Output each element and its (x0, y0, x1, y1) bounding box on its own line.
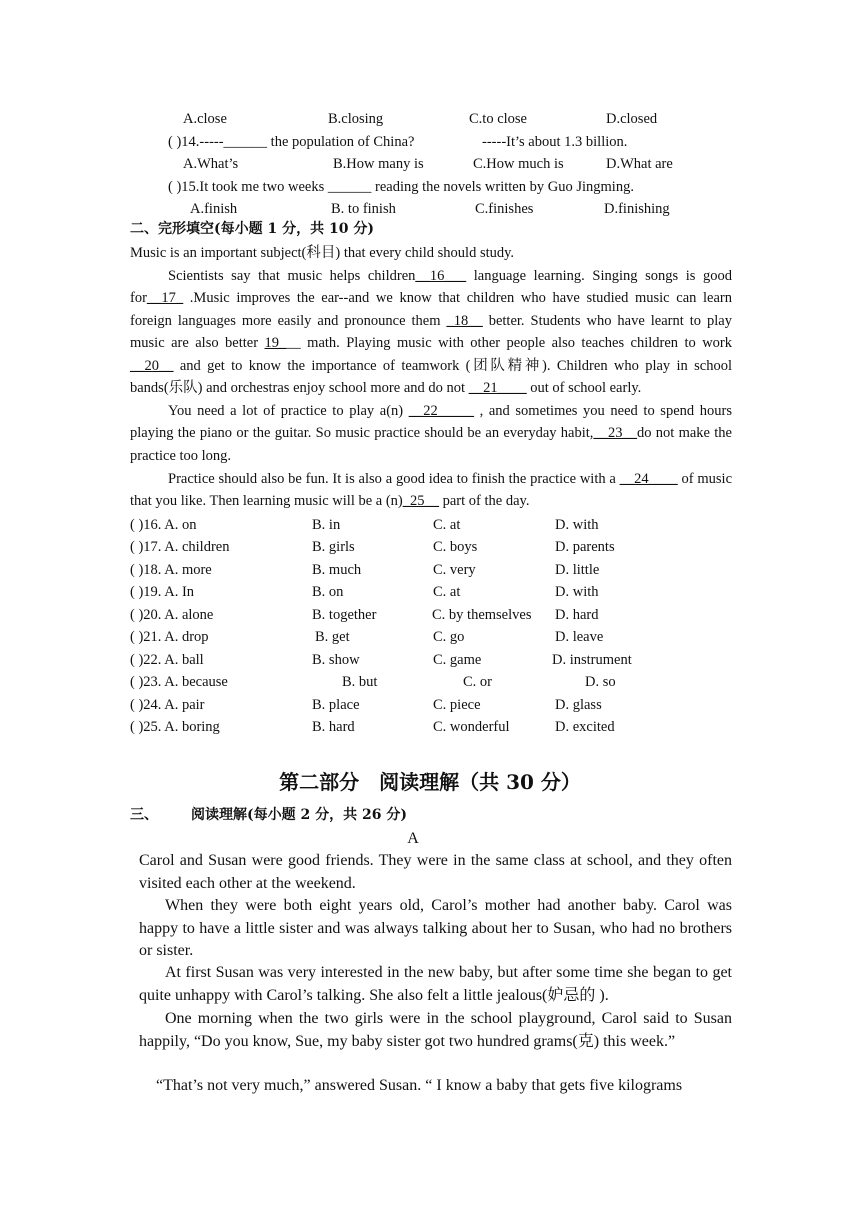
option-num: ( )21. A. drop (130, 629, 209, 645)
part-2-title: 第二部分 阅读理解（共 30 分） (279, 770, 581, 794)
option-num: ( )20. A. alone (130, 607, 214, 623)
option-b: B. together (312, 607, 377, 623)
cloze-text: , and sometimes you need to spend hours playing the piano or the guitar. So music practice should be an everyday habit, (130, 403, 732, 442)
option-b: B. hard (312, 719, 355, 735)
q14-option-d: D.What are (606, 156, 673, 172)
passage-a-paragraph-1: Carol and Susan were good friends. They were in the same class at school, and they often visited each other at the weekend. (139, 852, 732, 892)
option-num: ( )25. A. boring (130, 719, 220, 735)
option-d: D. excited (555, 719, 615, 735)
q15-option-a: A.finish (190, 201, 238, 217)
option-num: ( )24. A. pair (130, 697, 205, 713)
cloze-intro: Music is an important subject(科目) that every child should study. (130, 245, 515, 261)
cloze-text: better. Students who have learnt to play music are also better (130, 312, 732, 352)
option-b: B. much (312, 562, 362, 578)
option-c: C. or (463, 674, 492, 690)
cloze-text: of music that you like. Then learning music will be a (n) (130, 471, 732, 510)
blank-18: _18__ (446, 312, 483, 329)
blank-22: __22_____ (408, 403, 474, 419)
blank-16: __16___ (415, 268, 467, 284)
q14-stem: ( )14.-----______ the population of China? (168, 134, 415, 150)
option-c: C. boys (433, 539, 478, 555)
option-d: D. so (585, 674, 616, 690)
option-b: B. get (315, 629, 350, 645)
option-c: C. at (433, 584, 461, 600)
option-c: C. very (433, 562, 476, 578)
option-d: D. parents (555, 539, 615, 555)
option-c: C. at (433, 517, 461, 533)
q14-answer: -----It’s about 1.3 billion. (482, 134, 628, 150)
cloze-text: do not make the practice too long. (130, 425, 732, 464)
option-b: B. place (312, 697, 360, 713)
option-c: C. wonderful (433, 719, 510, 735)
cloze-text: You need a lot of practice to play a(n) (168, 403, 409, 419)
q13-option-a: A.close (183, 111, 227, 127)
q13-option-d: D.closed (606, 111, 658, 127)
cloze-text: Scientists say that music helps children (168, 268, 416, 284)
option-d: D. glass (555, 697, 602, 713)
passage-a-paragraph-4: One morning when the two girls were in the school playground, Carol said to Susan happily, “Do you know, Sue, my baby sister got two hundred grams(克) this week.” (139, 1010, 732, 1050)
cloze-text: __ math. Playing music with other people also teaches children to work (286, 335, 733, 352)
option-b: B. on (312, 584, 344, 600)
section-3-heading: 阅读理解(每小题 2 分，共 26 分) (191, 807, 407, 823)
blank-23: __23__ (593, 425, 637, 442)
q13-option-c: C.to close (469, 111, 527, 127)
cloze-paragraph-1 (130, 265, 732, 399)
cloze-text: and get to know the importance of teamwork (团队精神). Children who play in school bands(乐队) and orchestras enjoy school more and do not (130, 357, 732, 397)
q14-option-c: C.How much is (473, 156, 564, 172)
option-d: D. leave (555, 629, 604, 645)
blank-24: __24____ (619, 471, 678, 487)
option-num: ( )19. A. In (130, 584, 195, 600)
option-b: B. show (312, 652, 360, 668)
option-c: C. game (433, 652, 482, 668)
option-num: ( )23. A. because (130, 674, 228, 690)
blank-17: __17_ (146, 290, 184, 307)
q15-stem: ( )15.It took me two weeks ______ reading the novels written by Guo Jingming. (168, 179, 634, 195)
passage-a-paragraph-5: “That’s not very much,” answered Susan. “ I know a baby that gets five kilograms (156, 1077, 683, 1094)
option-c: C. piece (433, 697, 481, 713)
option-num: ( )18. A. more (130, 562, 212, 578)
option-num: ( )16. A. on (130, 517, 197, 533)
passage-a-label: A (407, 830, 419, 847)
option-c: C. go (433, 629, 465, 645)
option-b: B. but (342, 674, 378, 690)
option-b: B. in (312, 517, 341, 533)
blank-20: __20__ (130, 357, 174, 374)
q13-option-b: B.closing (328, 111, 384, 127)
option-num: ( )22. A. ball (130, 652, 204, 668)
cloze-text: part of the day. (439, 493, 530, 510)
cloze-text: Practice should also be fun. It is also a good idea to finish the practice with a (168, 471, 620, 487)
q14-option-b: B.How many is (333, 156, 424, 172)
option-num: ( )17. A. children (130, 539, 230, 555)
blank-21: __21____ (468, 380, 527, 397)
option-d: D. hard (555, 607, 599, 623)
passage-a-paragraph-2: When they were both eight years old, Carol’s mother had another baby. Carol was happy to have a little sister and was always talking about her to Susan, who had no brothers or sister. (139, 897, 732, 960)
blank-19: 19_ (264, 335, 287, 352)
cloze-paragraph-3 (130, 468, 732, 513)
option-d: D. with (555, 517, 599, 533)
cloze-text: .Music improves the ear--and we know that children who have studied music can learn foreign languages more easily and pronounce them (130, 290, 732, 329)
section-3-number: 三、 (130, 807, 158, 823)
q15-option-b: B. to finish (331, 201, 396, 217)
option-c: C. by themselves (432, 607, 532, 623)
q15-option-d: D.finishing (604, 201, 670, 217)
option-b: B. girls (312, 539, 355, 555)
blank-25: _25__ (402, 493, 439, 510)
q14-option-a: A.What’s (183, 156, 239, 172)
cloze-text: out of school early. (526, 380, 642, 397)
q15-option-c: C.finishes (475, 201, 534, 217)
option-d: D. little (555, 562, 600, 578)
passage-a-paragraph-3: At first Susan was very interested in the new baby, but after some time she began to get quite unhappy with Carol’s talking. She also felt a little jealous(妒忌的 ). (139, 964, 732, 1004)
cloze-paragraph-2 (130, 400, 732, 467)
section-2-heading: 二、完形填空(每小题 1 分，共 10 分) (130, 221, 374, 237)
option-d: D. with (555, 584, 599, 600)
option-d: D. instrument (552, 652, 632, 668)
cloze-text: language learning. Singing songs is good for (130, 268, 732, 307)
